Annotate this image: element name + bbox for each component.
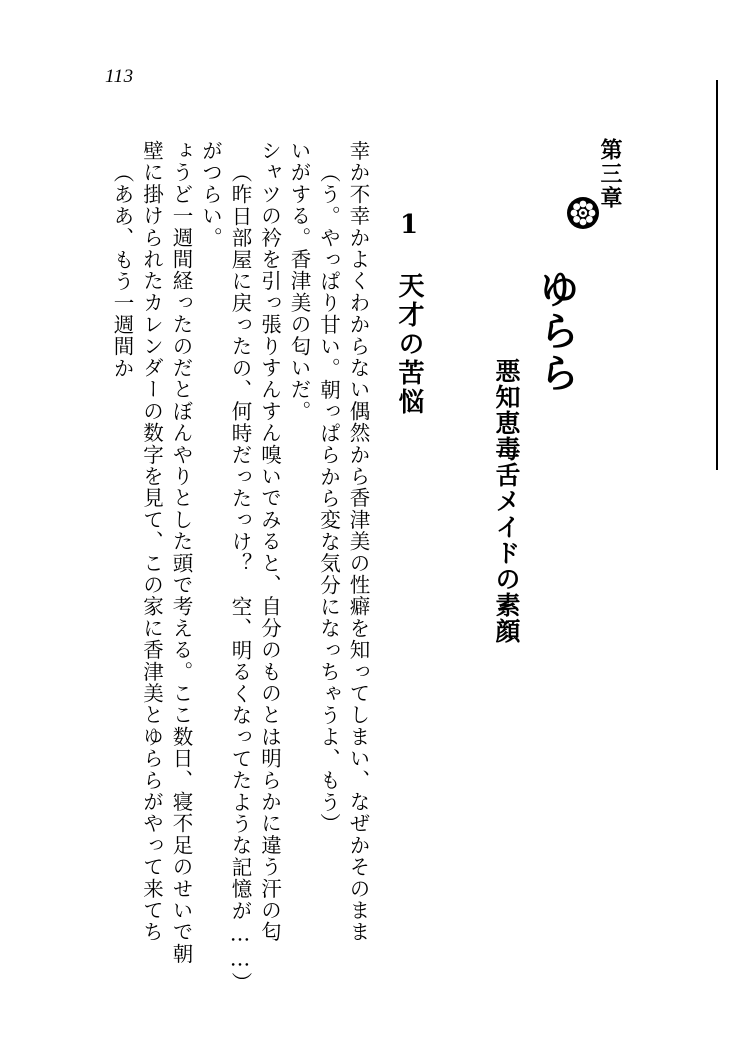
chapter-title: ゆらら [533,268,580,394]
chapter-label: 第三章 [597,138,623,210]
body-line: （昨日部屋に戻ったの、何時だったっけ？ 空、明るくなってたような記憶が……） [228,162,252,994]
body-line: いがする。香津美の匂いだ。 [287,140,311,423]
page-number: 113 [105,66,134,87]
flower-ornament-icon [566,196,600,230]
body-line: 壁に掛けられたカレンダーの数字を見て、この家に香津美とゆららがやって来てち [139,140,164,943]
body-line: ょうど一週間経ったのだとぼんやりとした頭で考える。ここ数日、寝不足のせいで朝 [169,140,193,965]
body-line: （ああ、もう一週間か [110,162,134,379]
section-number: 1 [394,210,424,243]
body-line: がつらい。 [198,140,223,249]
section-title: 天才の苦悩 [394,272,424,417]
edge-rule-decoration [716,80,718,470]
chapter-heading [482,120,626,644]
body-text [103,140,370,994]
chapter-subtitle: 悪知恵毒舌メイドの素顔 [492,358,521,644]
body-line: 幸か不幸かよくわからない偶然から香津美の性癖を知ってしまい、なぜかそのまま [346,140,370,943]
body-line: （う。やっぱり甘い。朝っぱらから変な気分になっちゃうよ、もう） [316,162,341,835]
body-line: シャツの衿を引っ張りすんすん嗅いでみると、自分のものとは明らかに違う汗の匂 [257,140,282,943]
section-heading [391,210,428,417]
